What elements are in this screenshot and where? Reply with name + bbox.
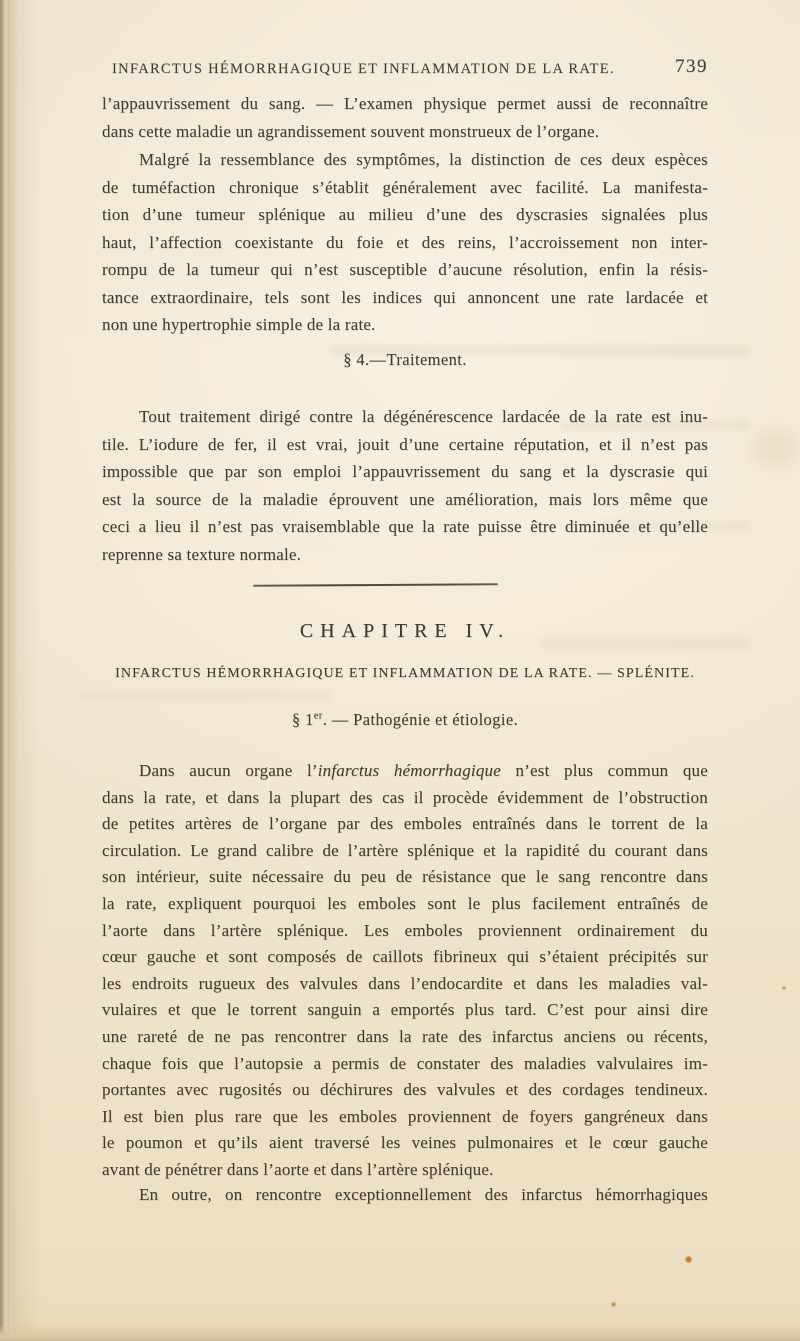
text-line: son intérieur, suite nécessaire du peu de résistance que le sang rencontre dans	[102, 867, 708, 887]
paragraph-closing	[102, 1181, 708, 1209]
gutter-shadow	[12, 0, 42, 1341]
text-line: de tuméfaction chronique s’établit généralement avec facilité. La manifesta-	[102, 177, 708, 197]
text-segment: n’est plus commun que	[500, 761, 708, 780]
text-line: circulation. Le grand calibre de l’artère splénique et la rapidité du courant dans	[102, 840, 708, 860]
chapter-subtitle: INFARCTUS HÉMORRHAGIQUE ET INFLAMMATION DE LA RATE. — SPLÉNITE.	[115, 666, 695, 681]
section-1-heading	[102, 710, 708, 730]
text-line	[102, 758, 708, 785]
text-line: est la source de la maladie éprouvent une amélioration, mais lors même que	[102, 489, 708, 509]
text-line: la rate, expliquent pourquoi les emboles sont le plus facilement entraînés de	[102, 893, 708, 913]
section-1-number: § 1	[291, 710, 314, 729]
foxing-spot	[685, 1256, 692, 1263]
text-line: impossible que par son emploi l’appauvrissement du sang et la dyscrasie qui	[102, 462, 708, 481]
text-line: cœur gauche et sont composés de caillots fibrineux qui s’étaient précipités sur	[102, 947, 708, 967]
italic-term: infarctus hémorrhagique	[317, 761, 501, 780]
text-line: rompu de la tumeur qui n’est susceptible d’aucune résolution, enfin la résis-	[102, 260, 708, 279]
text-line: le poumon et qu’ils aient traversé les veines pulmonaires et le cœur gauche	[102, 1133, 708, 1153]
text-line: haut, l’affection coexistante du foie et des reins, l’accroissement non inter-	[102, 232, 708, 252]
text-line: En outre, on rencontre exceptionnellement des infarctus hémorrhagiques	[139, 1185, 708, 1204]
text-line: tance extraordinaire, tels sont les indices qui annoncent une rate lardacée et	[102, 287, 708, 307]
section-4-heading: § 4.—Traitement.	[343, 350, 467, 369]
page-number: 739	[675, 56, 708, 77]
text-line: tile. L’iodure de fer, il est vrai, jouit d’une certaine réputation, et il n’est pas	[102, 434, 708, 454]
bleedthrough-smudge	[80, 690, 330, 701]
text-line: dans cette maladie un agrandissement souvent monstrueux de l’organe.	[102, 121, 600, 141]
text-line: non une hypertrophie simple de la rate.	[102, 315, 376, 334]
section-divider-rule	[253, 583, 498, 586]
paragraph-intro	[102, 90, 708, 145]
running-head	[102, 56, 708, 78]
text-line: tion d’une tumeur splénique au milieu d’une des dyscrasies signalées plus	[102, 205, 708, 224]
text-line: l’aorte dans l’artère splénique. Les emboles proviennent ordinairement du	[102, 920, 708, 940]
page-stack-edge	[0, 1325, 800, 1341]
text-line: Il est bien plus rare que les emboles proviennent de foyers gangréneux dans	[102, 1106, 708, 1126]
text-line: les endroits rugueux des valvules dans l’endocardite et dans les maladies val-	[102, 973, 708, 993]
paper-stain	[752, 428, 798, 468]
text-segment: Dans aucun organe l’	[139, 761, 318, 780]
chapter-heading: CHAPITRE IV.	[299, 620, 511, 642]
text-line: portantes avec rugosités ou déchirures des valvules et des cordages tendineux.	[102, 1080, 708, 1100]
section-1-ordinal: er	[313, 710, 323, 722]
text-line: chaque fois que l’autopsie a permis de constater des maladies valvulaires im-	[102, 1053, 708, 1073]
foxing-spot	[611, 1302, 616, 1307]
text-line: l’appauvrissement du sang. — L’examen physique permet aussi de reconnaître	[102, 94, 708, 113]
running-head-title: INFARCTUS HÉMORRHAGIQUE ET INFLAMMATION DE LA RATE.	[112, 61, 615, 77]
text-line: dans la rate, et dans la plupart des cas il procède évidemment de l’obstruction	[102, 787, 708, 807]
section-1-title: . — Pathogénie et étiologie.	[322, 710, 519, 729]
text-line: avant de pénétrer dans l’aorte et dans l’artère splénique.	[102, 1159, 494, 1179]
paragraph-pathogenesis	[102, 758, 708, 1184]
paragraph-symptoms	[102, 146, 708, 339]
text-line: vulaires et que le torrent sanguin a emportés plus tard. C’est pour ainsi dire	[102, 1000, 708, 1020]
foxing-spot	[782, 986, 786, 990]
text-line: Malgré la ressemblance des symptômes, la distinction de ces deux espèces	[139, 150, 708, 169]
text-line: une rareté de ne pas rencontrer dans la rate des infarctus anciens ou récents,	[102, 1026, 708, 1046]
text-line: Tout traitement dirigé contre la dégénérescence lardacée de la rate est inu-	[139, 407, 708, 426]
text-line: ceci a lieu il n’est pas vraisemblable que la rate puisse être diminuée et qu’elle	[102, 517, 708, 536]
text-line: de petites artères de l’organe par des emboles entraînés dans le torrent de la	[102, 814, 708, 834]
paragraph-treatment	[102, 403, 708, 568]
text-line: reprenne sa texture normale.	[102, 544, 302, 564]
